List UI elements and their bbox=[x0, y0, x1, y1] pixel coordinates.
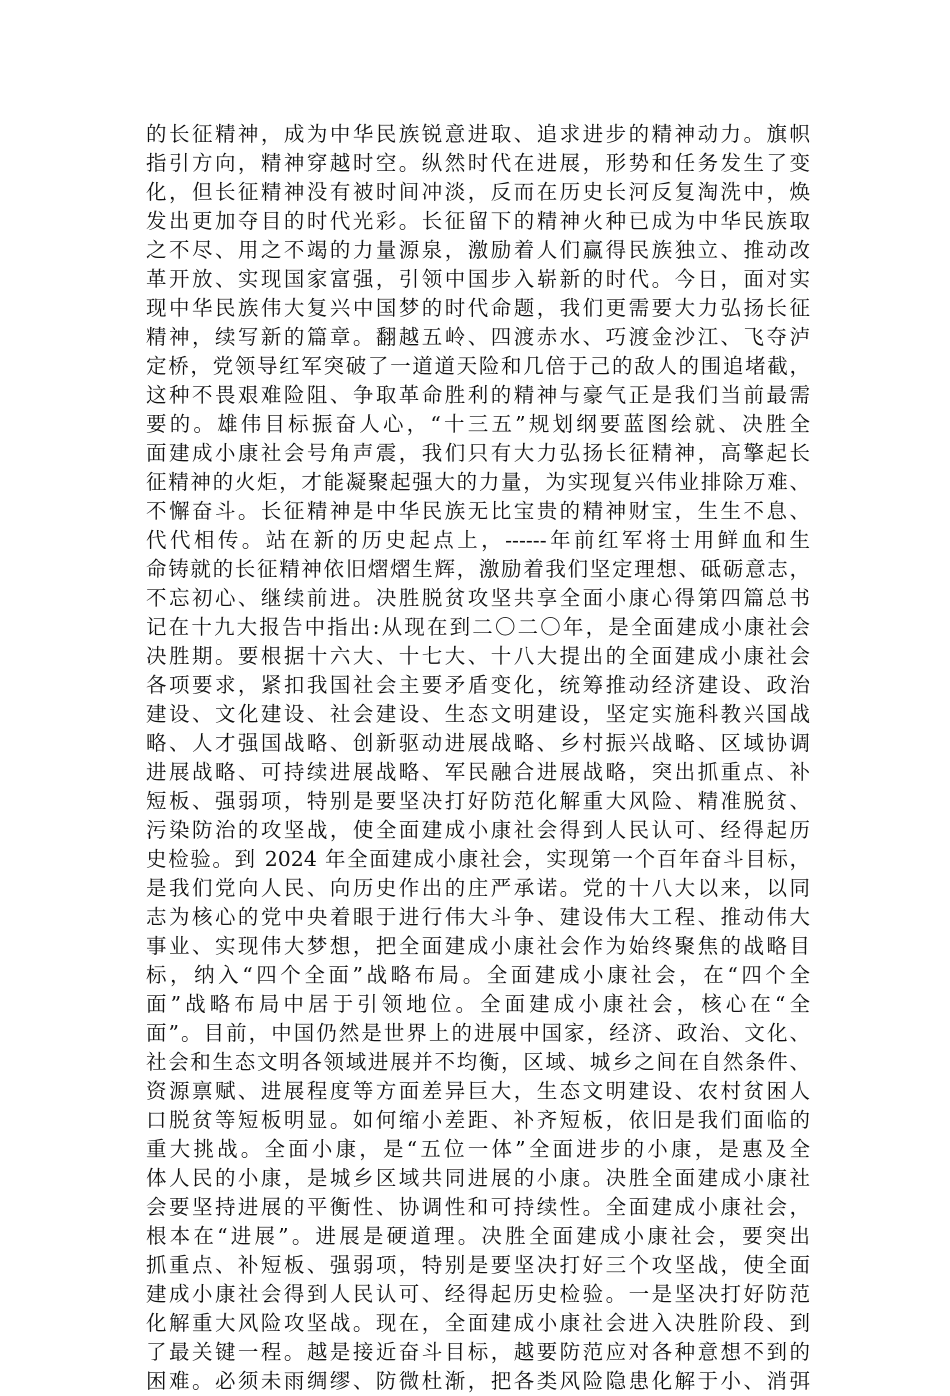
text-line-15: 代代相传。站在新的历史起点上，------年前红军将士用鲜血和生 bbox=[146, 528, 810, 552]
text-line-23: 进展战略、可持续进展战略、军民融合进展战略，突出抓重点、补 bbox=[146, 760, 810, 784]
text-line-29: 事业、实现伟大梦想，把全面建成小康社会作为始终聚焦的战略目 bbox=[146, 934, 810, 958]
text-line-27: 是我们党向人民、向历史作出的庄严承诺。党的十八大以来，以同 bbox=[146, 876, 810, 900]
text-line-44: 困难。必须未雨绸缪、防微杜渐，把各类风险隐患化解于小、消弭 bbox=[146, 1369, 810, 1393]
text-line-35: 口脱贫等短板明显。如何缩小差距、补齐短板，依旧是我们面临的 bbox=[146, 1108, 810, 1132]
text-line-4: 发出更加夺目的时代光彩。长征留下的精神火种已成为中华民族取 bbox=[146, 209, 810, 233]
text-line-21: 建设、文化建设、社会建设、生态文明建设，坚定实施科教兴国战 bbox=[146, 702, 810, 726]
text-line-39: 根本在“进展”。进展是硬道理。决胜全面建成小康社会，要突出 bbox=[146, 1224, 810, 1248]
text-line-12: 面建成小康社会号角声震，我们只有大力弘扬长征精神，高擎起长 bbox=[146, 441, 810, 465]
text-line-6: 革开放、实现国家富强，引领中国步入崭新的时代。今日，面对实 bbox=[146, 267, 810, 291]
text-line-36: 重大挑战。全面小康，是“五位一体”全面进步的小康，是惠及全 bbox=[146, 1137, 810, 1161]
text-line-25: 污染防治的攻坚战，使全面建成小康社会得到人民认可、经得起历 bbox=[146, 818, 810, 842]
text-line-31: 面”战略布局中居于引领地位。全面建成小康社会，核心在“全 bbox=[146, 992, 810, 1016]
text-line-10: 这种不畏艰难险阻、争取革命胜利的精神与豪气正是我们当前最需 bbox=[146, 383, 810, 407]
text-line-40: 抓重点、补短板、强弱项，特别是要坚决打好三个攻坚战，使全面 bbox=[146, 1253, 810, 1277]
text-line-19: 决胜期。要根据十六大、十七大、十八大提出的全面建成小康社会 bbox=[146, 644, 810, 668]
text-line-42: 化解重大风险攻坚战。现在，全面建成小康社会进入决胜阶段、到 bbox=[146, 1311, 810, 1335]
text-line-24: 短板、强弱项，特别是要坚决打好防范化解重大风险、精准脱贫、 bbox=[146, 789, 810, 813]
text-line-13: 征精神的火炬，才能凝聚起强大的力量，为实现复兴伟业排除万难、 bbox=[146, 470, 810, 494]
text-line-22: 略、人才强国战略、创新驱动进展战略、乡村振兴战略、区域协调 bbox=[146, 731, 810, 755]
text-line-30: 标，纳入“四个全面”战略布局。全面建成小康社会，在“四个全 bbox=[146, 963, 810, 987]
text-line-33: 社会和生态文明各领域进展并不均衡，区域、城乡之间在自然条件、 bbox=[146, 1050, 810, 1074]
text-line-9: 定桥，党领导红军突破了一道道天险和几倍于己的敌人的围追堵截， bbox=[146, 354, 810, 378]
text-line-28: 志为核心的党中央着眼于进行伟大斗争、建设伟大工程、推动伟大 bbox=[146, 905, 810, 929]
text-line-16: 命铸就的长征精神依旧熠熠生辉，激励着我们坚定理想、砥砺意志， bbox=[146, 557, 810, 581]
text-line-34: 资源禀赋、进展程度等方面差异巨大，生态文明建设、农村贫困人 bbox=[146, 1079, 810, 1103]
text-line-8: 精神，续写新的篇章。翻越五岭、四渡赤水、巧渡金沙江、飞夺泸 bbox=[146, 325, 810, 349]
text-line-5: 之不尽、用之不竭的力量源泉，激励着人们赢得民族独立、推动改 bbox=[146, 238, 810, 262]
text-line-37: 体人民的小康，是城乡区域共同进展的小康。决胜全面建成小康社 bbox=[146, 1166, 810, 1190]
text-line-17: 不忘初心、继续前进。决胜脱贫攻坚共享全面小康心得第四篇总书 bbox=[146, 586, 810, 610]
text-line-2: 指引方向，精神穿越时空。纵然时代在进展，形势和任务发生了变 bbox=[146, 151, 810, 175]
text-line-38: 会要坚持进展的平衡性、协调性和可持续性。全面建成小康社会， bbox=[146, 1195, 810, 1219]
text-line-14: 不懈奋斗。长征精神是中华民族无比宝贵的精神财宝，生生不息、 bbox=[146, 499, 810, 523]
text-line-43: 了最关键一程。越是接近奋斗目标，越要防范应对各种意想不到的 bbox=[146, 1340, 810, 1364]
text-line-7: 现中华民族伟大复兴中国梦的时代命题，我们更需要大力弘扬长征 bbox=[146, 296, 810, 320]
body-text bbox=[146, 120, 810, 1396]
text-line-41: 建成小康社会得到人民认可、经得起历史检验。一是坚决打好防范 bbox=[146, 1282, 810, 1306]
text-line-26: 史检验。到 2024 年全面建成小康社会，实现第一个百年奋斗目标， bbox=[146, 847, 810, 871]
text-line-11: 要的。雄伟目标振奋人心，“十三五”规划纲要蓝图绘就、决胜全 bbox=[146, 412, 810, 436]
text-line-1: 的长征精神，成为中华民族锐意进取、追求进步的精神动力。旗帜 bbox=[146, 122, 810, 146]
text-line-32: 面”。目前，中国仍然是世界上的进展中国家，经济、政治、文化、 bbox=[146, 1021, 810, 1045]
text-line-3: 化，但长征精神没有被时间冲淡，反而在历史长河反复淘洗中，焕 bbox=[146, 180, 810, 204]
text-line-18: 记在十九大报告中指出:从现在到二〇二〇年，是全面建成小康社会 bbox=[146, 615, 810, 639]
text-line-20: 各项要求，紧扣我国社会主要矛盾变化，统筹推动经济建设、政治 bbox=[146, 673, 810, 697]
